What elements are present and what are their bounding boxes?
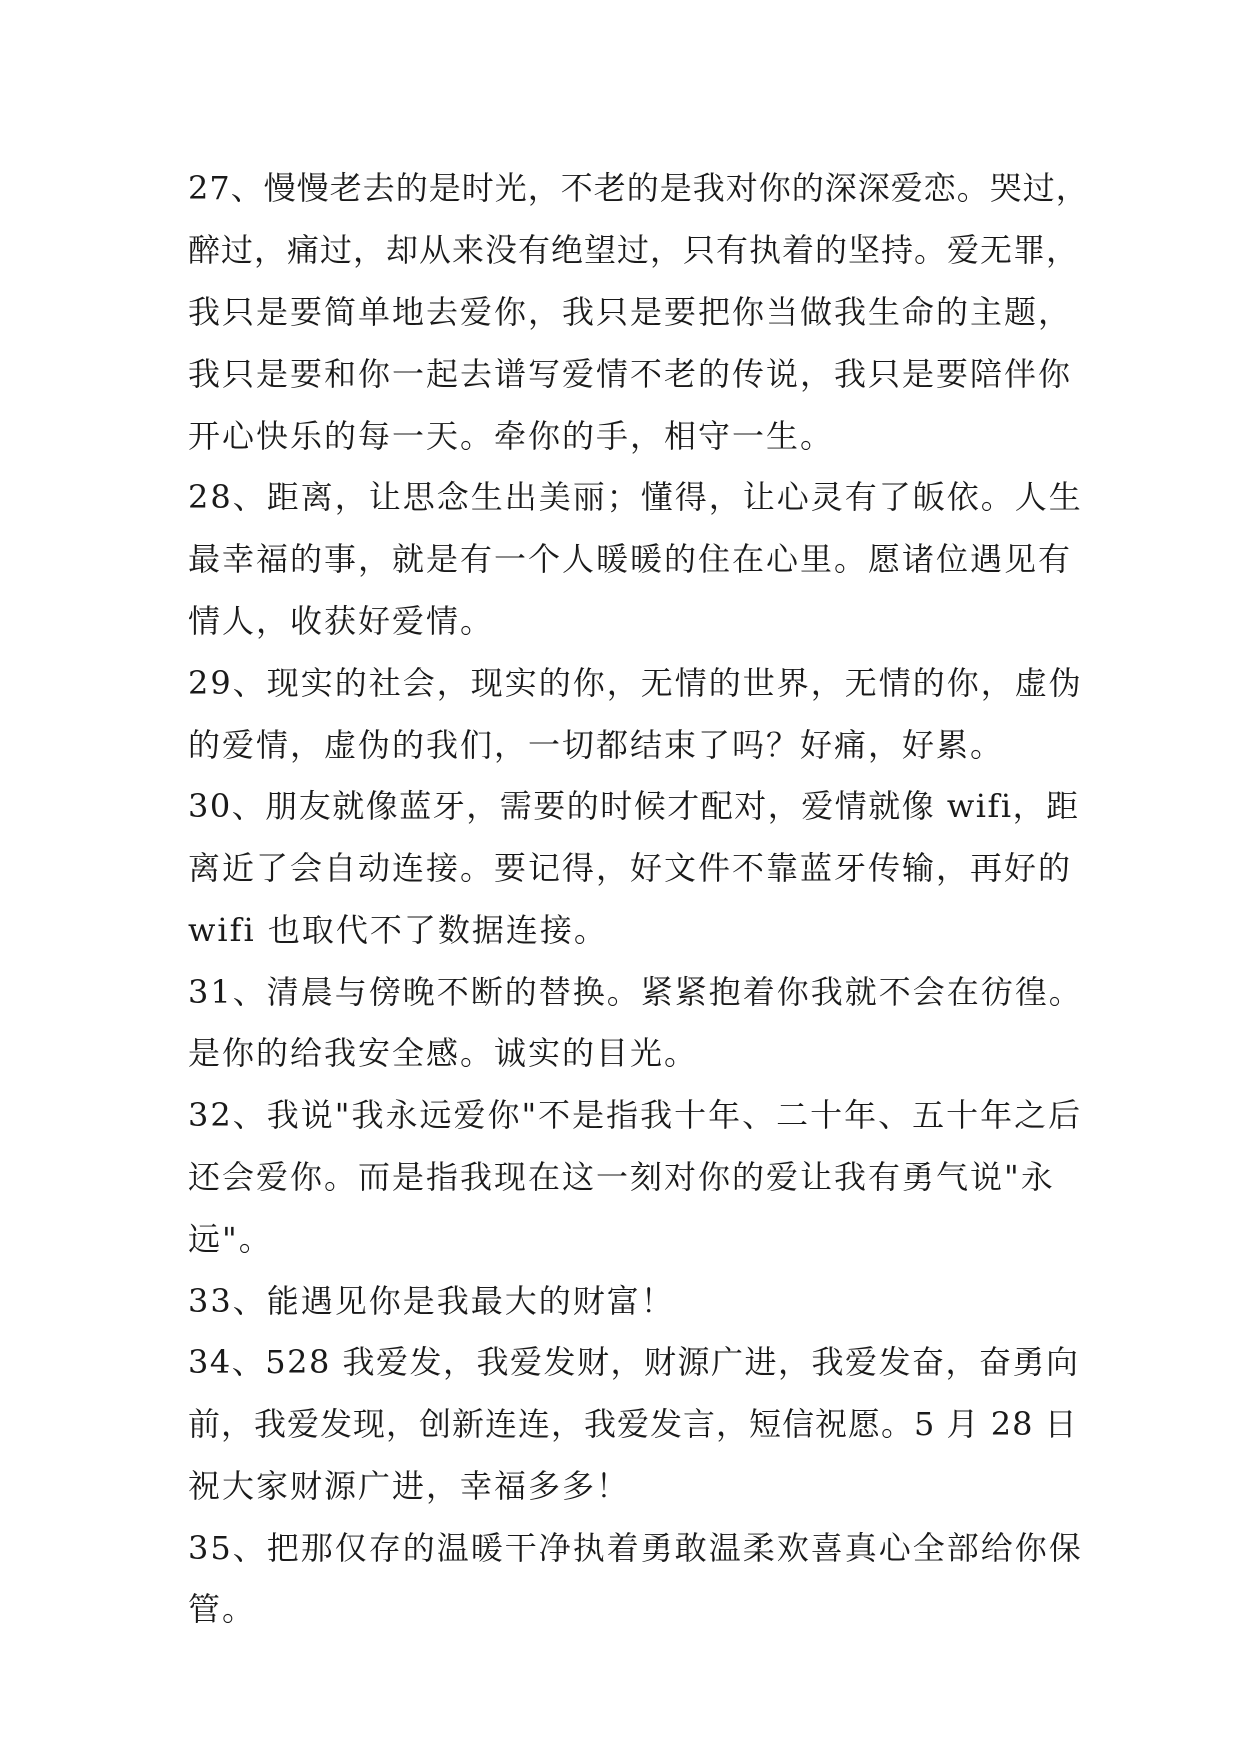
text-line: 情人，收获好爱情。 xyxy=(188,602,495,640)
text-line: 我只是要简单地去爱你，我只是要把你当做我生命的主题， xyxy=(188,293,1073,331)
text-line: 29、现实的社会，现实的你，无情的世界，无情的你，虚伪 xyxy=(188,664,1083,702)
text-line: 还会爱你。而是指我现在这一刻对你的爱让我有勇气说"永 xyxy=(188,1158,1055,1196)
text-line: 开心快乐的每一天。牵你的手，相守一生。 xyxy=(188,417,835,455)
text-line: 33、能遇见你是我最大的财富！ xyxy=(188,1282,675,1320)
text-line: 远"。 xyxy=(188,1220,273,1258)
text-line: wifi 也取代不了数据连接。 xyxy=(188,911,608,949)
text-line: 34、528 我爱发，我爱发财，财源广进，我爱发奋，奋勇向 xyxy=(188,1343,1080,1381)
text-line: 35、把那仅存的温暖干净执着勇敢温柔欢喜真心全部给你保 xyxy=(188,1529,1083,1567)
text-line: 27、慢慢老去的是时光，不老的是我对你的深深爱恋。哭过， xyxy=(188,169,1089,207)
text-line: 离近了会自动连接。要记得，好文件不靠蓝牙传输，再好的 xyxy=(188,849,1073,887)
text-line: 醉过，痛过，却从来没有绝望过，只有执着的坚持。爱无罪， xyxy=(188,231,1080,269)
text-line: 31、清晨与傍晚不断的替换。紧紧抱着你我就不会在彷徨。 xyxy=(188,973,1083,1011)
text-line: 32、我说"我永远爱你"不是指我十年、二十年、五十年之后 xyxy=(188,1096,1083,1134)
text-line: 30、朋友就像蓝牙，需要的时候才配对，爱情就像 wifi，距 xyxy=(188,787,1080,825)
text-line: 我只是要和你一起去谱写爱情不老的传说，我只是要陪伴你 xyxy=(188,355,1073,393)
text-line: 是你的给我安全感。诚实的目光。 xyxy=(188,1034,699,1072)
text-line: 管。 xyxy=(188,1590,257,1628)
text-line: 最幸福的事，就是有一个人暖暖的住在心里。愿诸位遇见有 xyxy=(188,540,1073,578)
text-line: 祝大家财源广进，幸福多多！ xyxy=(188,1467,631,1505)
text-line: 前，我爱发现，创新连连，我爱发言，短信祝愿。5 月 28 日 xyxy=(188,1405,1078,1443)
text-line: 28、距离，让思念生出美丽；懂得，让心灵有了皈依。人生 xyxy=(188,478,1083,516)
text-line: 的爱情，虚伪的我们，一切都结束了吗？好痛，好累。 xyxy=(188,726,1005,764)
